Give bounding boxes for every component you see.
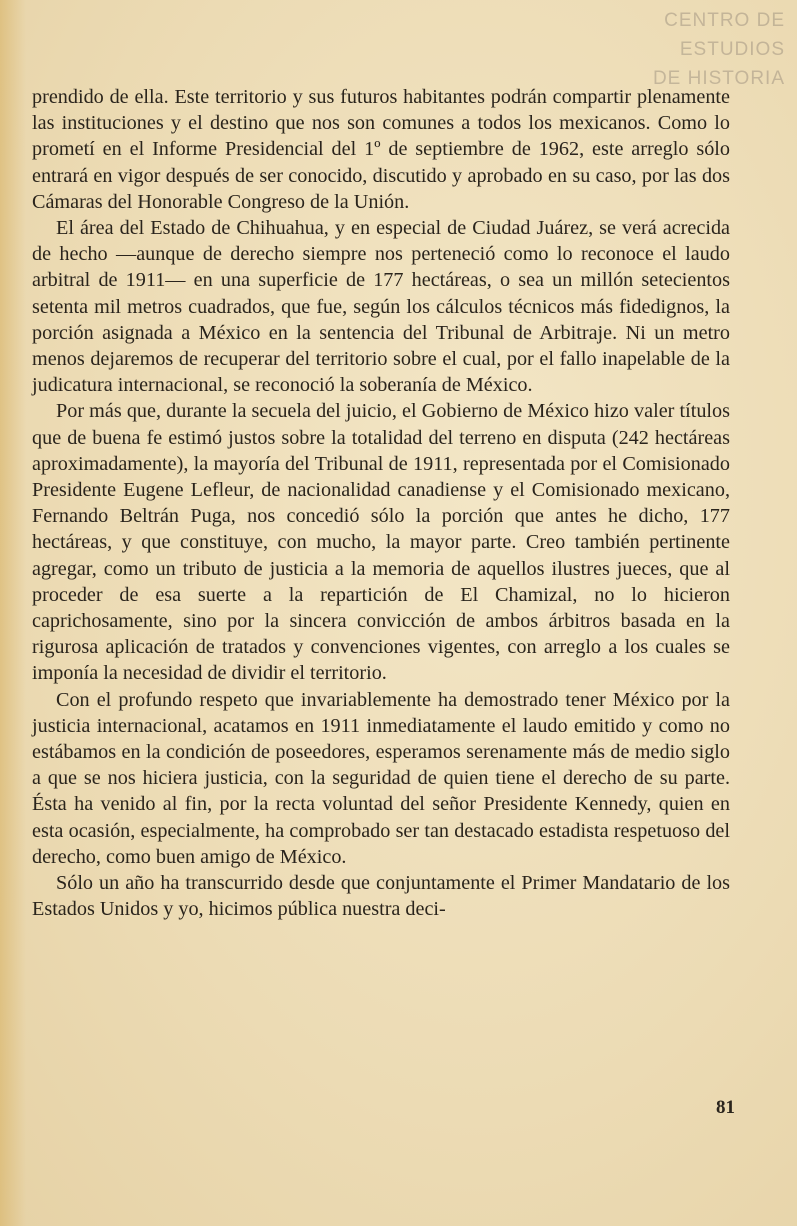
paragraph: El área del Estado de Chihuahua, y en especial de Ciudad Juárez, se verá acrecida de hecho —aunque de derecho siempre nos perteneció como lo reconoce el laudo arbitral de 1911— en una superficie de 177 hectáreas, o sea un millón setecientos setenta mil metros cuadrados, que fue, según los cálculos técnicos más fidedignos, la porción asignada a México en la sentencia del Tribunal de Arbitraje. Ni un metro menos dejaremos de recuperar del territorio sobre el cual, por el fallo inapelable de la judicatura internacional, se reconoció la soberanía de México.	[32, 217, 730, 397]
paragraph: Por más que, durante la secuela del juicio, el Gobierno de México hizo valer títulos que de buena fe estimó justos sobre la totalidad del terreno en disputa (242 hectáreas aproximadamente), la mayoría del Tribunal de 1911, representada por el Comisionado Presidente Eugene Lefleur, de nacionalidad canadiense y el Comisionado mexicano, Fernando Beltrán Puga, nos concedió sólo la porción que antes he dicho, 177 hectáreas, y que constituye, con mucho, la mayor parte. Creo también pertinente agregar, como un tributo de justicia a la memoria de aquellos ilustres jueces, que al proceder de esa suerte a la repartición de El Chamizal, no lo hicieron caprichosamente, sino por la sincera convicción de ambos árbitros basada en la rigurosa aplicación de tratados y convenciones vigentes, con arreglo a los cuales se imponía la necesidad de dividir el territorio.	[32, 400, 730, 685]
watermark-line: ESTUDIOS	[679, 39, 785, 60]
archive-watermark	[545, 6, 785, 93]
paragraph-continuation: prendido de ella. Este territorio y sus futuros habitantes podrán compartir plenamente las instituciones y el destino que nos son comunes a todos los mexicanos. Como lo prometí en el Informe Presidencial del 1º de septiembre de 1962, este arreglo sólo entrará en vigor después de ser conocido, discutido y aprobado en su caso, por las dos Cámaras del Honorable Congreso de la Unión.	[32, 86, 730, 213]
watermark-line: DE HISTORIA	[652, 68, 785, 89]
watermark-line: CENTRO DE	[664, 10, 785, 31]
paragraph: Sólo un año ha transcurrido desde que conjuntamente el Primer Mandatario de los Estados Unidos y yo, hicimos pública nuestra deci-	[32, 872, 730, 921]
page-number: 81	[716, 1097, 735, 1118]
document-body	[32, 84, 730, 923]
paragraph: Con el profundo respeto que invariablemente ha demostrado tener México por la justicia internacional, acatamos en 1911 inmediatamente el laudo emitido y como no estábamos en la condición de poseedores, esperamos serenamente más de medio siglo a que se nos hiciera justicia, con la seguridad de quien tiene el derecho de su parte. Ésta ha venido al fin, por la recta voluntad del señor Presidente Kennedy, quien en esta ocasión, especialmente, ha comprobado ser tan destacado estadista respetuoso del derecho, como buen amigo de México.	[32, 688, 730, 868]
